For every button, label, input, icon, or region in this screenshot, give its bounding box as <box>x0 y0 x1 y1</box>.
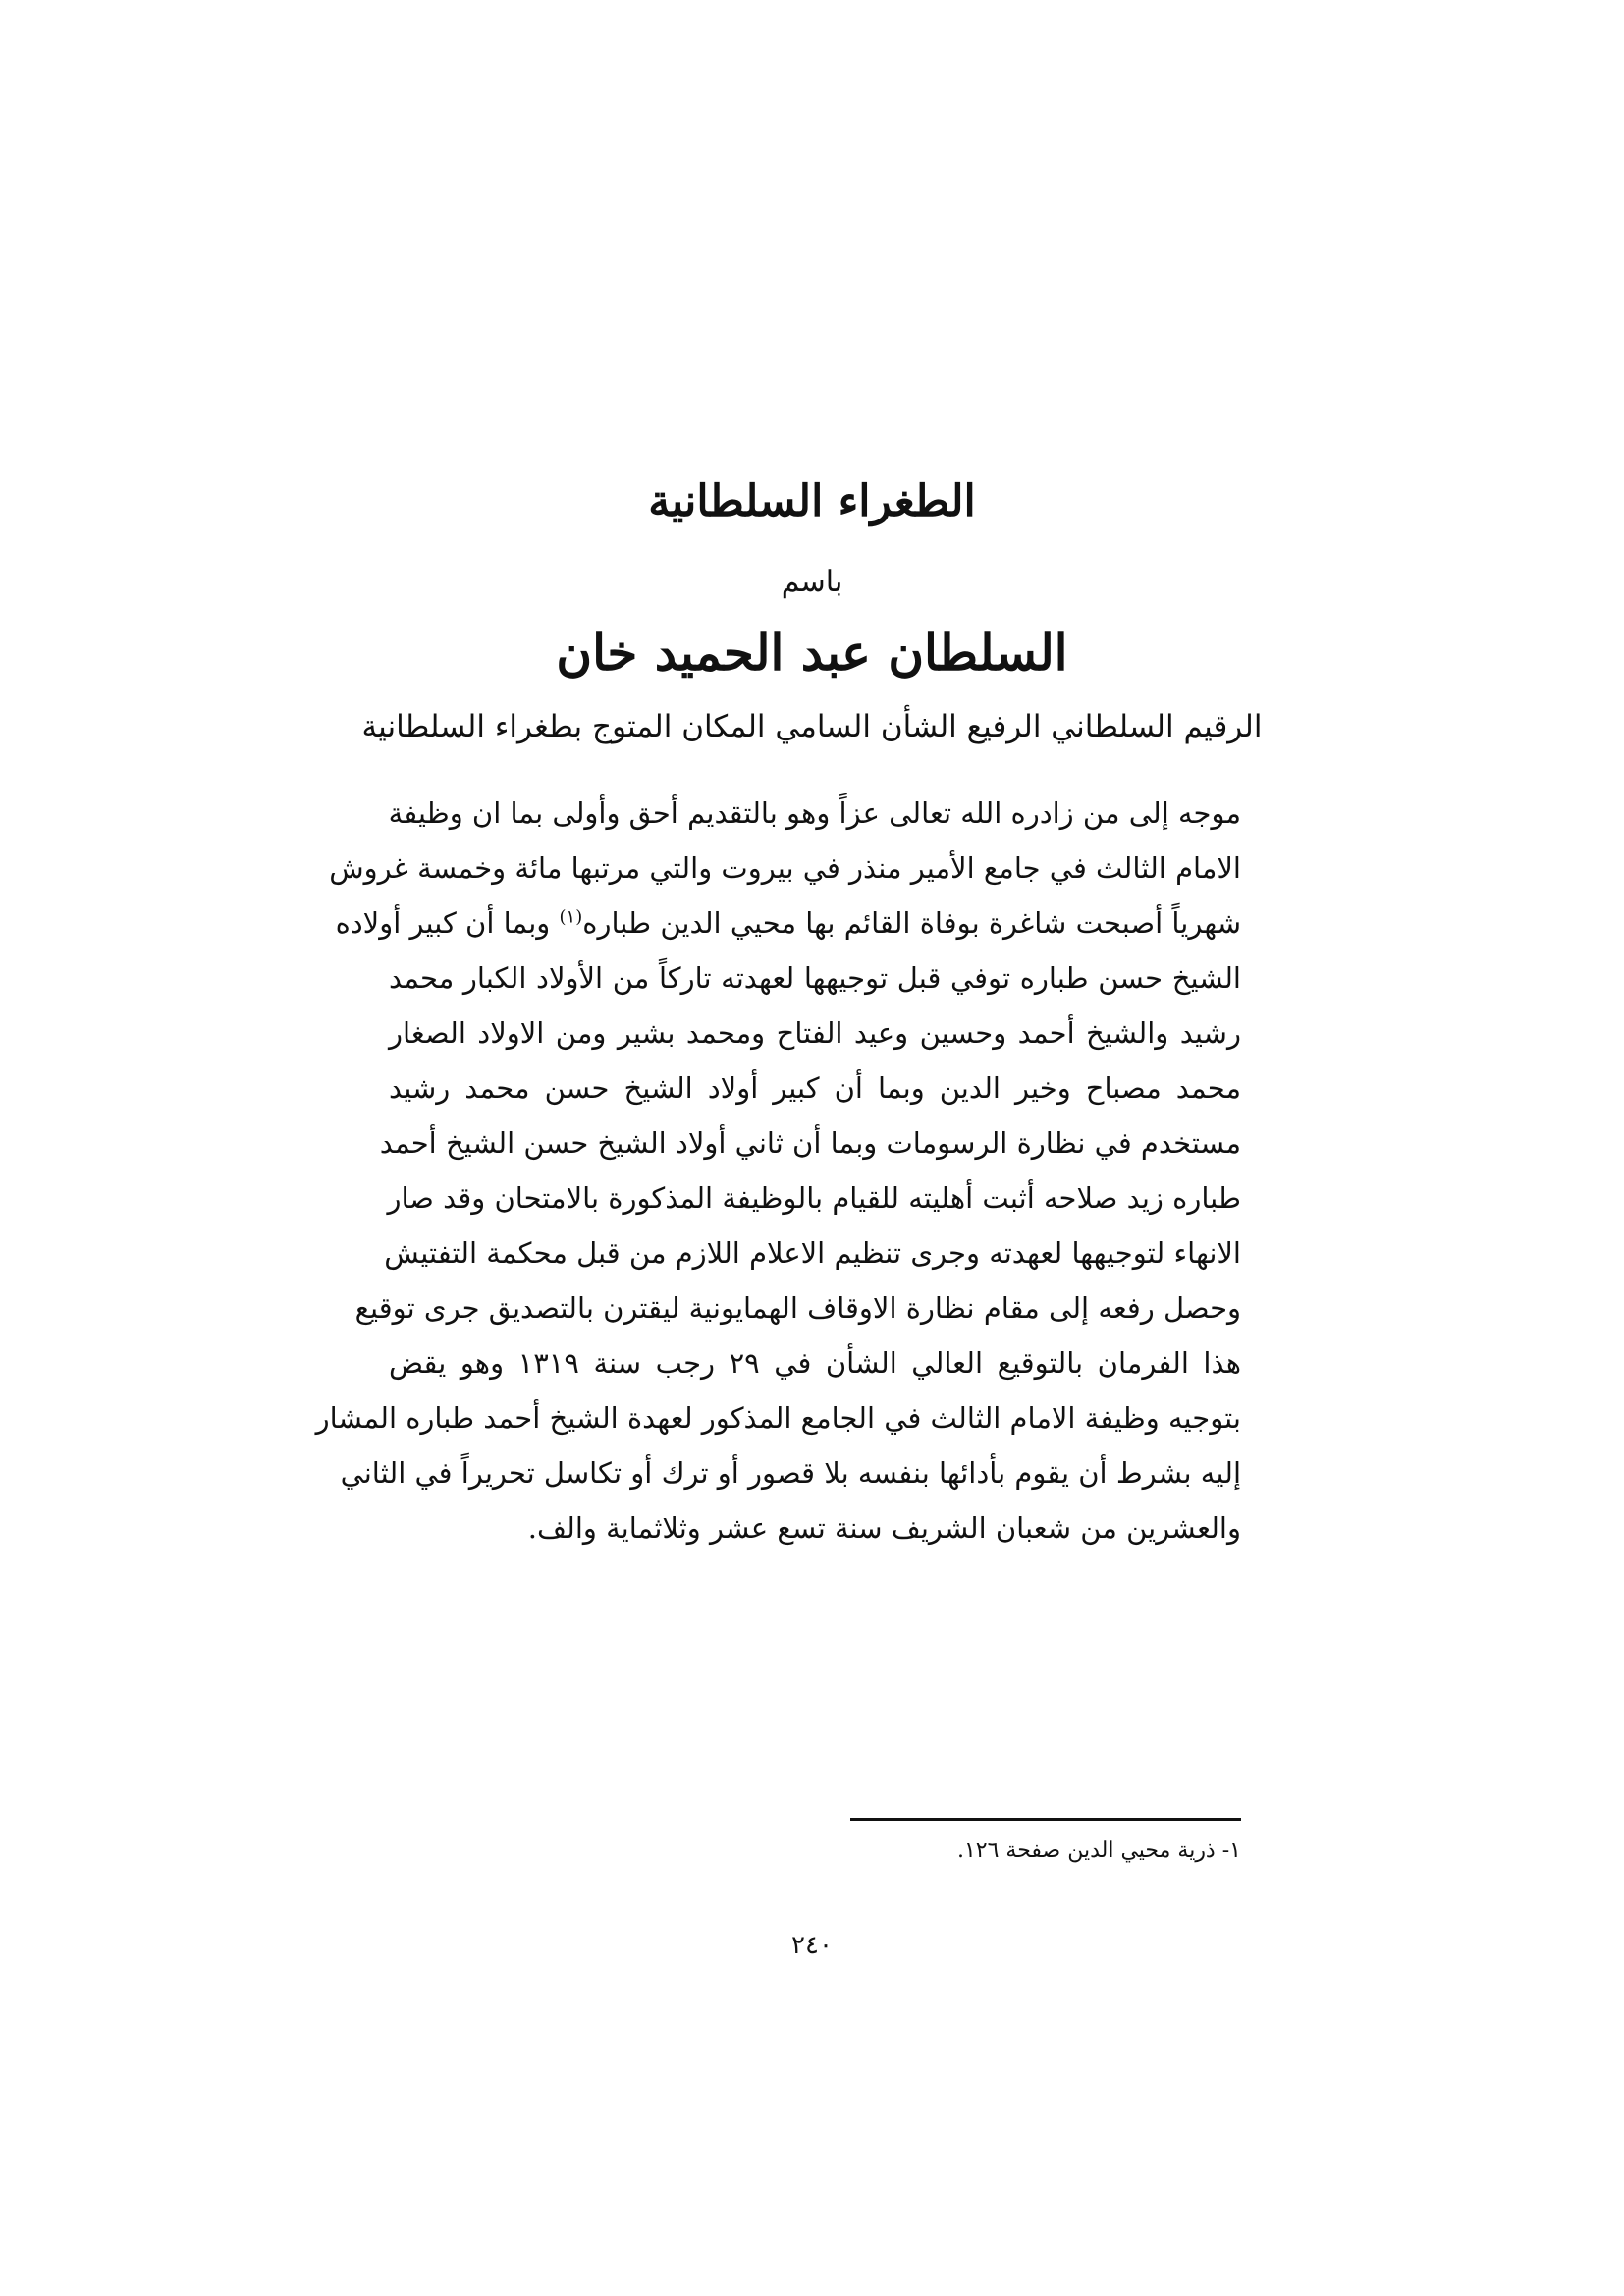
body-line <box>335 896 1241 951</box>
body-line: إليه بشرط أن يقوم بأدائها بنفسه بلا قصور أو ترك أو تكاسل تحريراً في الثاني <box>340 1456 1241 1490</box>
footnote-divider <box>850 1818 1241 1821</box>
body-line: الامام الثالث في جامع الأمير منذر في بيروت والتي مرتبها مائة وخمسة غروش <box>329 851 1241 885</box>
body-line: محمد مصباح وخير الدين وبما أن كبير أولاد الشيخ حسن محمد رشيد <box>389 1071 1241 1105</box>
body-line: بتوجيه وظيفة الامام الثالث في الجامع المذكور لعهدة الشيخ أحمد طباره المشار <box>315 1401 1241 1435</box>
page-number: ٢٤٠ <box>791 1931 833 1960</box>
footnote: ١- ذرية محيي الدين صفحة ١٢٦. <box>956 1838 1241 1863</box>
body-line: رشيد والشيخ أحمد وحسين وعيد الفتاح ومحمد بشير ومن الاولاد الصغار <box>389 1016 1241 1050</box>
body-line: الانهاء لتوجيهها لعهدته وجرى تنظيم الاعلام اللازم من قبل محكمة التفتيش <box>384 1236 1241 1270</box>
body-line: مستخدم في نظارة الرسومات وبما أن ثاني أولاد الشيخ حسن الشيخ أحمد <box>379 1126 1241 1160</box>
body-text <box>315 786 1241 1556</box>
bism-line: باسم <box>781 565 843 599</box>
footnote-marker: (١) <box>559 906 583 928</box>
body-line: طباره زيد صلاحه أثبت أهليته للقيام بالوظيفة المذكورة بالامتحان وقد صار <box>387 1181 1241 1215</box>
body-line: الشيخ حسن طباره توفي قبل توجيهها لعهدته تاركاً من الأولاد الكبار محمد <box>389 961 1241 995</box>
page-title: الطغراء السلطانية <box>648 476 976 526</box>
body-line: موجه إلى من زادره الله تعالى عزاً وهو بالتقديم أحق وأولى بما ان وظيفة <box>388 796 1241 830</box>
body-line-segment: شهرياً أصبحت شاغرة بوفاة القائم بها محيي الدين طباره <box>582 906 1241 940</box>
sultan-name: السلطان عبد الحميد خان <box>556 624 1068 682</box>
body-line-segment: وبما أن كبير أولاده <box>335 906 551 940</box>
body-line: هذا الفرمان بالتوقيع العالي الشأن في ٢٩ رجب سنة ١٣١٩ وهو يقض <box>389 1346 1241 1380</box>
body-line: والعشرين من شعبان الشريف سنة تسع عشر وثلاثماية والف. <box>527 1511 1241 1545</box>
body-line: وحصل رفعه إلى مقام نظارة الاوقاف الهمايونية ليقترن بالتصديق جرى توقيع <box>354 1291 1241 1325</box>
raqim-line: الرقيم السلطاني الرفيع الشأن السامي المكان المتوج بطغراء السلطانية <box>361 709 1263 744</box>
